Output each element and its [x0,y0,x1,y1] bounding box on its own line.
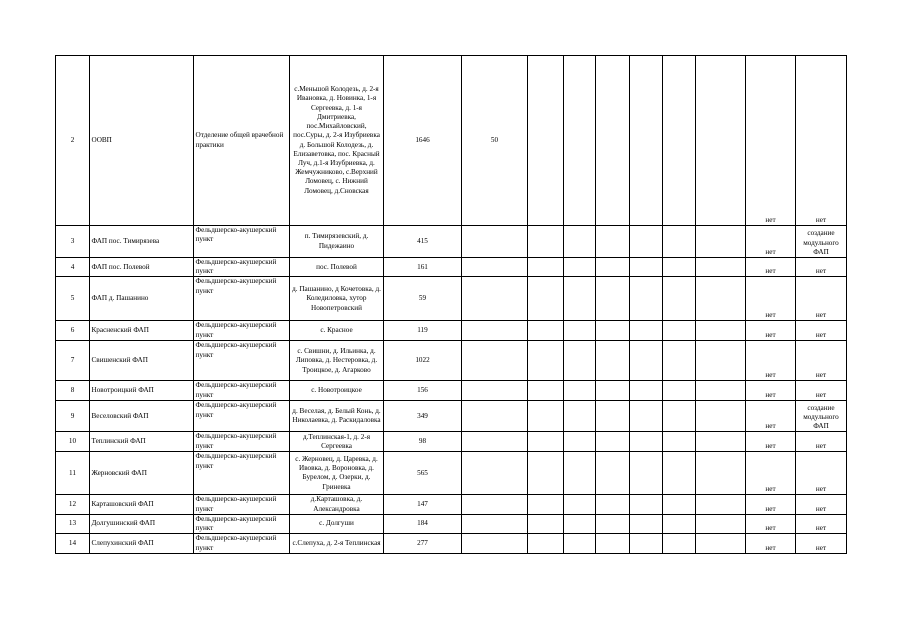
cell-empty [663,341,696,381]
cell-empty [696,534,746,554]
cell-population: 1022 [384,341,462,381]
facilities-table [55,55,847,554]
cell-facility-name: Жерновский ФАП [90,452,194,495]
cell-settlements: с.Слепуха, д. 2-я Теплинская [290,534,384,554]
cell-empty [596,258,630,277]
cell-empty [630,226,663,258]
cell-empty [663,514,696,533]
cell-population: 161 [384,258,462,277]
cell-population: 98 [384,432,462,452]
cell-col-m: нет [796,495,847,514]
cell-empty [596,226,630,258]
cell-empty [630,401,663,432]
cell-empty [630,495,663,514]
cell-col-l: нет [746,226,796,258]
cell-empty [528,495,564,514]
cell-num: 12 [56,495,90,514]
cell-empty [663,56,696,226]
cell-num: 10 [56,432,90,452]
cell-empty [596,432,630,452]
cell-col-m: нет [796,432,847,452]
cell-empty [630,258,663,277]
cell-facility-name: ФАП пос. Полевой [90,258,194,277]
cell-num: 8 [56,381,90,401]
cell-empty [528,534,564,554]
cell-population: 119 [384,321,462,341]
cell-empty [528,341,564,381]
cell-visits [462,258,528,277]
cell-col-l: нет [746,534,796,554]
cell-population: 1646 [384,56,462,226]
cell-visits [462,341,528,381]
cell-visits [462,534,528,554]
cell-facility-name: Теплинский ФАП [90,432,194,452]
cell-empty [564,495,596,514]
cell-num: 5 [56,277,90,321]
cell-facility-type: Фельдшерско-акушерский пункт [194,432,290,452]
cell-visits [462,381,528,401]
cell-facility-name: Веселовский ФАП [90,401,194,432]
cell-num: 13 [56,514,90,533]
cell-col-l: нет [746,277,796,321]
cell-empty [630,534,663,554]
cell-empty [696,258,746,277]
cell-empty [528,452,564,495]
cell-facility-type: Отделение общей врачебной практики [194,56,290,226]
cell-empty [696,321,746,341]
cell-empty [663,495,696,514]
cell-col-m: нет [796,277,847,321]
cell-num: 9 [56,401,90,432]
cell-col-m: нет [796,381,847,401]
cell-settlements: с. Свишни, д. Ильинка, д. Липовка, д. Нестеровка, д. Троицкое, д. Агарково [290,341,384,381]
cell-visits: 50 [462,56,528,226]
cell-population: 349 [384,401,462,432]
cell-empty [528,514,564,533]
cell-visits [462,321,528,341]
cell-facility-type: Фельдшерско-акушерский пункт [194,534,290,554]
cell-visits [462,277,528,321]
cell-empty [564,452,596,495]
cell-facility-type: Фельдшерско-акушерский пункт [194,277,290,321]
cell-empty [596,56,630,226]
cell-facility-type: Фельдшерско-акушерский пункт [194,452,290,495]
cell-num: 2 [56,56,90,226]
cell-settlements: с. Жерновец, д. Царевка, д. Ивовка, д. Вороновка, д. Бурелом, д. Озерки, д. Гриневка [290,452,384,495]
cell-settlements: пос. Полевой [290,258,384,277]
cell-empty [630,321,663,341]
cell-empty [630,341,663,381]
cell-population: 277 [384,534,462,554]
cell-empty [663,258,696,277]
cell-col-m: нет [796,452,847,495]
cell-empty [663,226,696,258]
cell-col-m: нет [796,534,847,554]
cell-empty [528,226,564,258]
cell-empty [663,432,696,452]
cell-empty [596,341,630,381]
cell-settlements: д.Теплинская-1, д. 2-я Сергеевка [290,432,384,452]
cell-facility-type: Фельдшерско-акушерский пункт [194,495,290,514]
cell-facility-name: Свишенский ФАП [90,341,194,381]
cell-empty [663,452,696,495]
cell-empty [696,432,746,452]
cell-empty [528,258,564,277]
cell-empty [528,401,564,432]
cell-empty [596,514,630,533]
cell-facility-name: ФАП д. Пашанино [90,277,194,321]
cell-empty [564,56,596,226]
cell-empty [528,321,564,341]
cell-empty [696,277,746,321]
cell-col-l: нет [746,401,796,432]
cell-empty [528,277,564,321]
cell-empty [630,432,663,452]
cell-empty [564,534,596,554]
table-body [56,56,847,554]
cell-empty [564,341,596,381]
cell-empty [564,401,596,432]
cell-num: 7 [56,341,90,381]
cell-facility-name: Новотроицкий ФАП [90,381,194,401]
cell-num: 3 [56,226,90,258]
cell-facility-name: Слепухинский ФАП [90,534,194,554]
cell-empty [596,277,630,321]
cell-facility-type: Фельдшерско-акушерский пункт [194,401,290,432]
cell-facility-type: Фельдшерско-акушерский пункт [194,321,290,341]
cell-col-l: нет [746,514,796,533]
cell-empty [528,432,564,452]
cell-num: 11 [56,452,90,495]
cell-settlements: д. Веселая, д. Белый Конь, д. Николаевка, д. Раскидаловка [290,401,384,432]
cell-empty [696,514,746,533]
cell-facility-name: Карташовский ФАП [90,495,194,514]
cell-population: 184 [384,514,462,533]
cell-empty [696,341,746,381]
cell-col-l: нет [746,341,796,381]
cell-col-l: нет [746,56,796,226]
cell-col-l: нет [746,381,796,401]
cell-num: 14 [56,534,90,554]
cell-facility-name: ООВП [90,56,194,226]
cell-facility-type: Фельдшерско-акушерский пункт [194,258,290,277]
cell-empty [528,56,564,226]
cell-empty [564,226,596,258]
cell-empty [564,258,596,277]
cell-col-m: нет [796,56,847,226]
cell-empty [564,277,596,321]
cell-col-l: нет [746,495,796,514]
cell-empty [696,495,746,514]
cell-settlements: д.Карташовка, д. Александровка [290,495,384,514]
cell-facility-name: Красненский ФАП [90,321,194,341]
cell-empty [528,381,564,401]
cell-empty [663,381,696,401]
cell-visits [462,514,528,533]
cell-settlements: п. Тимирязевский, д. Пидежаино [290,226,384,258]
cell-col-m: нет [796,514,847,533]
cell-empty [663,534,696,554]
cell-empty [630,56,663,226]
cell-facility-type: Фельдшерско-акушерский пункт [194,226,290,258]
cell-empty [630,514,663,533]
cell-empty [630,381,663,401]
cell-col-m: нет [796,341,847,381]
cell-visits [462,452,528,495]
cell-visits [462,401,528,432]
cell-col-m: нет [796,258,847,277]
cell-empty [663,321,696,341]
cell-empty [596,534,630,554]
cell-population: 59 [384,277,462,321]
cell-empty [596,495,630,514]
cell-empty [596,452,630,495]
cell-empty [696,401,746,432]
cell-empty [596,321,630,341]
cell-empty [596,401,630,432]
cell-settlements: с. Долгуши [290,514,384,533]
cell-facility-type: Фельдшерско-акушерский пункт [194,381,290,401]
cell-visits [462,495,528,514]
cell-col-l: нет [746,432,796,452]
cell-population: 147 [384,495,462,514]
cell-empty [564,432,596,452]
cell-population: 156 [384,381,462,401]
cell-population: 565 [384,452,462,495]
cell-empty [696,452,746,495]
cell-facility-name: ФАП пос. Тимирязева [90,226,194,258]
cell-col-l: нет [746,321,796,341]
cell-facility-name: Долгушинский ФАП [90,514,194,533]
cell-settlements: с. Новотроицкое [290,381,384,401]
cell-settlements: с. Красное [290,321,384,341]
cell-col-m: создание модульного ФАП [796,401,847,432]
cell-num: 6 [56,321,90,341]
cell-settlements: д. Пашанино, д Кочетовка, д. Коледиловка, хутор Новопетровский [290,277,384,321]
cell-empty [564,381,596,401]
cell-col-m: нет [796,321,847,341]
cell-empty [696,56,746,226]
cell-facility-type: Фельдшерско-акушерский пункт [194,514,290,533]
cell-empty [564,321,596,341]
cell-population: 415 [384,226,462,258]
cell-num: 4 [56,258,90,277]
cell-facility-type: Фельдшерско-акушерский пункт [194,341,290,381]
cell-col-l: нет [746,258,796,277]
cell-empty [696,226,746,258]
cell-empty [596,381,630,401]
cell-empty [663,401,696,432]
cell-col-l: нет [746,452,796,495]
cell-settlements: с.Меньшой Колодезь, д. 2-я Ивановка, д. Новинка, 1-я Сергеевка, д. 1-я Дмитриевка, пос.Михайловский, пос.Суры, д. 2-я Изубриевка д. Большой Колодезь, д. Елизаветовка, пос. Красный Луч, д.1-я Изубриевка, д. Жемчужниково, с.Верхний Ломовец, с. Нижний Ломовец, д.Сновская [290,56,384,226]
cell-col-m: создание модульного ФАП [796,226,847,258]
cell-empty [663,277,696,321]
cell-empty [630,277,663,321]
cell-visits [462,226,528,258]
cell-visits [462,432,528,452]
cell-empty [696,381,746,401]
cell-empty [630,452,663,495]
cell-empty [564,514,596,533]
